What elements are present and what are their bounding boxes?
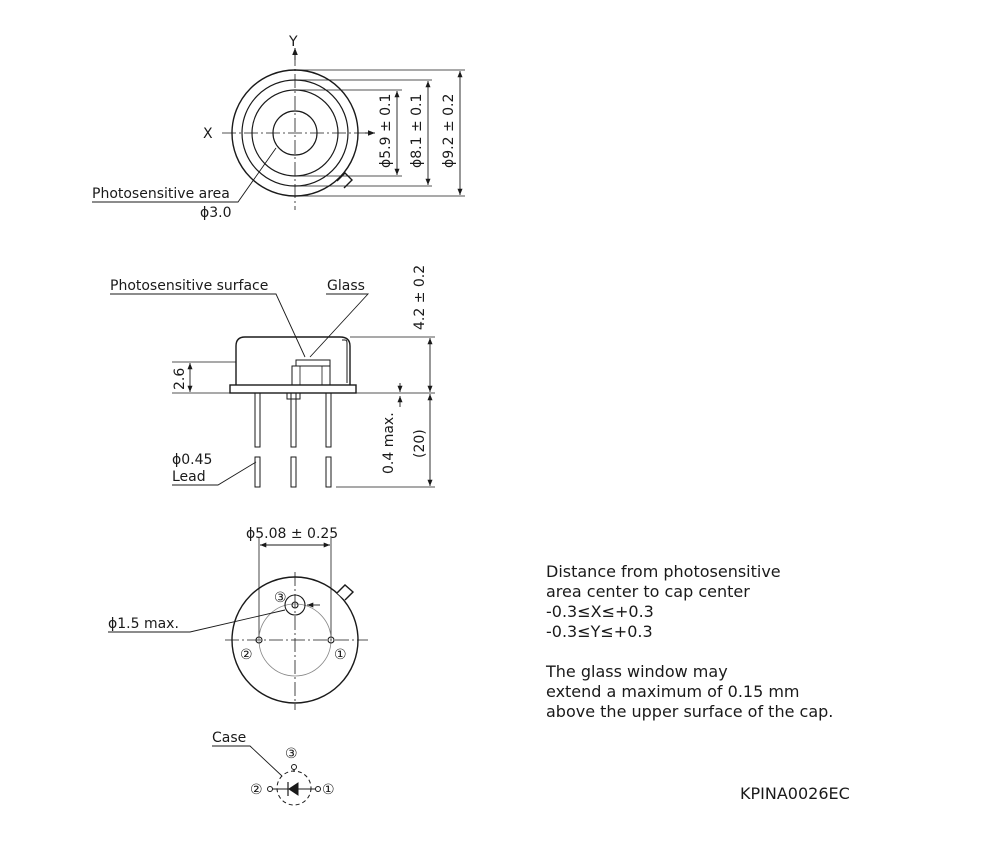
lead-right-upper bbox=[326, 393, 331, 447]
note-line: -0.3≤Y≤+0.3 bbox=[546, 622, 653, 641]
schematic-pin-2: ② bbox=[250, 782, 263, 798]
note-line: The glass window may bbox=[546, 662, 728, 681]
note-line: area center to cap center bbox=[546, 582, 750, 601]
lead-label: Lead bbox=[172, 469, 206, 485]
pin-circle-dim-label: ϕ5.08 ± 0.25 bbox=[246, 526, 339, 542]
lead-right-lower bbox=[326, 457, 331, 487]
leader-case bbox=[212, 746, 282, 776]
dim-window-label: ϕ5.9 ± 0.1 bbox=[378, 93, 394, 168]
dim-flange-label: ϕ9.2 ± 0.2 bbox=[441, 93, 457, 168]
lead-left-upper bbox=[255, 393, 260, 447]
lead-center-lower bbox=[291, 457, 296, 487]
pin-1-label: ① bbox=[334, 647, 347, 663]
lead-left-lower bbox=[255, 457, 260, 487]
dim-cap-label: ϕ8.1 ± 0.1 bbox=[409, 93, 425, 168]
x-axis-label: X bbox=[203, 126, 213, 142]
glass-dim-label: ϕ1.5 max. bbox=[108, 616, 179, 632]
y-axis-label: Y bbox=[289, 34, 298, 50]
dim-lead-offset-label: 0.4 max. bbox=[381, 412, 397, 474]
dim-height-label: 4.2 ± 0.2 bbox=[412, 264, 428, 330]
notes-block bbox=[546, 562, 946, 722]
note-spacer bbox=[546, 642, 946, 662]
note-line: Distance from photosensitive bbox=[546, 562, 781, 581]
photosensitive-area-dim: ϕ3.0 bbox=[200, 205, 232, 221]
flange-body bbox=[230, 385, 356, 393]
pin-3-label: ③ bbox=[274, 590, 287, 606]
lead-case-stub bbox=[287, 393, 300, 399]
pin-2-label: ② bbox=[240, 647, 253, 663]
schematic-pin-1: ① bbox=[322, 782, 335, 798]
diode-symbol bbox=[289, 783, 298, 795]
schematic-symbol bbox=[212, 746, 321, 805]
photosensitive-surface-label: Photosensitive surface bbox=[110, 278, 269, 294]
drawing-code: KPINA0026EC bbox=[740, 784, 850, 803]
lead-center-upper bbox=[291, 393, 296, 447]
schematic-pin-3: ③ bbox=[285, 746, 298, 762]
glass-label: Glass bbox=[327, 278, 365, 294]
photosensitive-area-label: Photosensitive area bbox=[92, 186, 230, 202]
dim-cap-height-label: 2.6 bbox=[172, 367, 188, 390]
cap-body bbox=[236, 337, 350, 385]
bottom-index-tab bbox=[337, 585, 353, 600]
note-line: above the upper surface of the cap. bbox=[546, 702, 834, 721]
lead-dim-label: ϕ0.45 bbox=[172, 452, 213, 468]
case-label: Case bbox=[212, 730, 247, 746]
note-line: -0.3≤X≤+0.3 bbox=[546, 602, 654, 621]
note-line: extend a maximum of 0.15 mm bbox=[546, 682, 800, 701]
dim-lead-length-label: (20) bbox=[412, 429, 428, 458]
